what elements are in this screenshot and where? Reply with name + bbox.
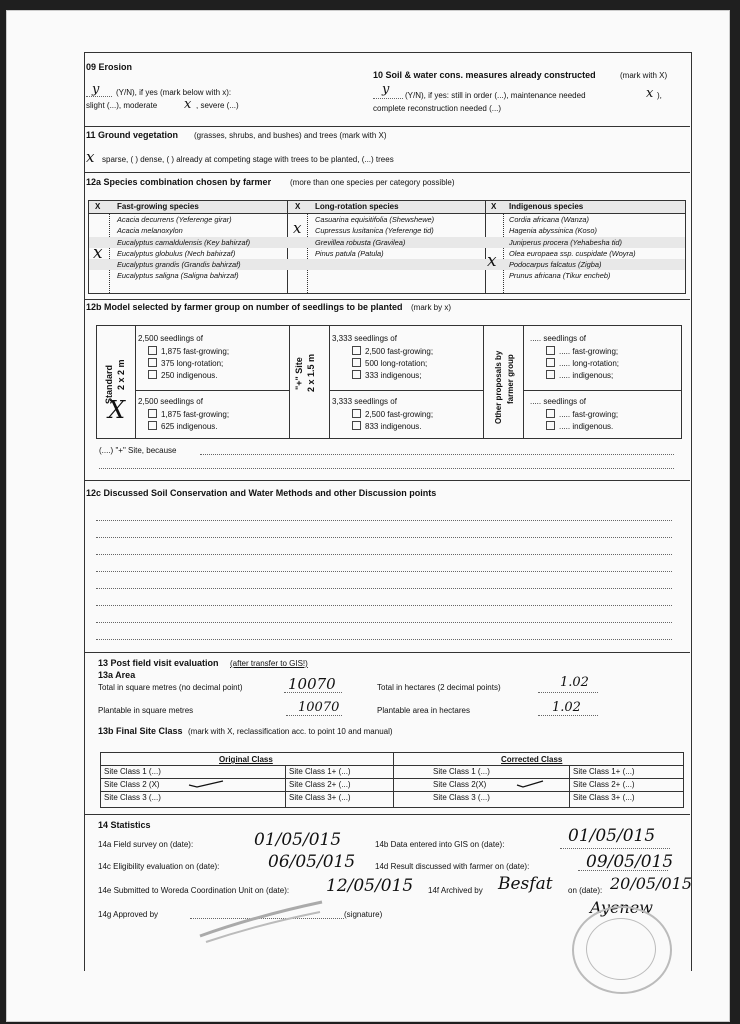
- erosion-moderate-mark: x: [184, 97, 192, 112]
- soil-water-line1: (Y/N), if yes: still in order (...), maintenance needed: [405, 91, 586, 100]
- gis-entry-date: 01/05/015: [568, 826, 656, 846]
- checkbox[interactable]: [546, 370, 555, 379]
- standard-size: 2 x 2 m: [116, 359, 126, 390]
- site-class-table: Original Class Corrected Class Site Class 1 (...) Site Class 1+ (...) Site Class 2 (X) Site Class 2+ (...) Site Class 3 (...) Site Class 3+ (...) Site Class 1 (...) Site Class 1+ (...) Site Class 2(X) Site Class 2+ (...) Site Class 3 (...) Site Class 3+ (...): [100, 752, 684, 808]
- total-ha-value: 1.02: [560, 675, 589, 690]
- discussion-title: 12c Discussed Soil Conservation and Water Methods and other Discussion points: [86, 488, 437, 498]
- archived-date-label: on (date):: [568, 886, 603, 895]
- checkbox[interactable]: [352, 421, 361, 430]
- eligibility-date: 06/05/015: [268, 852, 356, 872]
- signature-label: (signature): [344, 910, 383, 919]
- plantable-ha-label: Plantable area in hectares: [377, 706, 470, 715]
- fast-species-1: Acacia decurrens (Yeferenge girar): [117, 215, 232, 224]
- approved-label: 14g Approved by: [98, 910, 159, 919]
- submitted-date: 12/05/015: [326, 876, 414, 896]
- ground-veg-title-tail: (grasses, shrubs, and bushes) and trees (mark with X): [194, 131, 387, 140]
- indig-species-6: Prunus africana (Tikur encheb): [509, 271, 611, 280]
- species-title-tail: (more than one species per category possible): [290, 178, 455, 187]
- archived-by-signature: Besfat: [498, 874, 553, 894]
- archived-label: 14f Archived by: [428, 886, 483, 895]
- standard-mark: X: [108, 396, 126, 424]
- checkbox[interactable]: [148, 421, 157, 430]
- field-survey-label: 14a Field survey on (date):: [98, 840, 194, 849]
- fast-growing-header: Fast-growing species: [117, 202, 199, 211]
- result-discussed-label: 14d Result discussed with farmer on (date):: [375, 862, 530, 871]
- woreda-stamp: [196, 896, 326, 946]
- indig-species-1: Cordia africana (Wanza): [509, 215, 589, 224]
- maintenance-mark: x: [646, 86, 654, 101]
- original-class-header: Original Class: [219, 755, 273, 764]
- checkbox[interactable]: [148, 370, 157, 379]
- erosion-line2b: , severe (...): [196, 101, 239, 110]
- soil-water-answer: y: [382, 82, 390, 97]
- checkbox[interactable]: [352, 370, 361, 379]
- standard-label: Standard: [104, 364, 114, 404]
- plus-site-because: (....) "+" Site, because: [99, 446, 177, 455]
- field-survey-date: 01/05/015: [254, 830, 342, 850]
- fast-species-4: Eucalyptus globulus (Nech bahirzaf): [117, 249, 236, 258]
- ground-veg-title: 11 Ground vegetation: [86, 130, 179, 140]
- model-title: 12b Model selected by farmer group on number of seedlings to be planted: [86, 302, 403, 312]
- final-class-tail: (mark with X, reclassification acc. to point 10 and manual): [188, 727, 393, 736]
- other-proposals-label: Other proposals by: [494, 350, 503, 424]
- total-m2-label: Total in square metres (no decimal point): [98, 683, 243, 692]
- total-m2-value: 10070: [288, 675, 336, 693]
- indig-species-5: Podocarpus falcatus (Zigba): [509, 260, 602, 269]
- corrected-class-header: Corrected Class: [501, 755, 563, 764]
- approver-signature: Ayenew: [590, 898, 653, 917]
- sparse-mark: x: [86, 148, 95, 166]
- fast-species-3: Eucalyptus camaldulensis (Key bahirzaf): [117, 238, 251, 247]
- post-visit-title-tail: (after transfer to GIS!): [230, 659, 308, 668]
- checkbox[interactable]: [352, 346, 361, 355]
- result-discussed-date: 09/05/015: [586, 852, 674, 872]
- indig-species-2: Hagenia abyssinica (Koso): [509, 226, 597, 235]
- soil-water-title: 10 Soil & water cons. measures already constructed: [373, 70, 596, 80]
- official-stamp-inner: [586, 918, 656, 980]
- erosion-title: 09 Erosion: [86, 62, 133, 72]
- fast-species-5: Eucalyptus grandis (Grandis bahirzaf): [117, 260, 241, 269]
- checkbox[interactable]: [546, 421, 555, 430]
- fast-species-2: Acacia melanoxylon: [117, 226, 183, 235]
- ground-veg-line: sparse, ( ) dense, ( ) already at competing stage with trees to be planted, (...) trees: [102, 155, 394, 164]
- soil-water-line1-tail: ),: [657, 91, 662, 100]
- eligibility-label: 14c Eligibility evaluation on (date):: [98, 862, 220, 871]
- post-visit-title: 13 Post field visit evaluation: [98, 658, 219, 668]
- checkbox[interactable]: [148, 358, 157, 367]
- erosion-line1: (Y/N), if yes (mark below with x):: [116, 88, 232, 97]
- indig-species-mark: x: [487, 251, 497, 271]
- plantable-m2-value: 10070: [298, 700, 340, 715]
- long-species-1: Casuarina equisitifolia (Shewshewe): [315, 215, 435, 224]
- corrected-class2-check-mark: [515, 779, 545, 789]
- final-class-title: 13b Final Site Class: [98, 726, 183, 736]
- long-species-2: Cupressus lusitanica (Yeferenge tid): [315, 226, 434, 235]
- fast-species-6: Eucalyptus saligna (Saligna bahirzaf): [117, 271, 239, 280]
- plantable-ha-value: 1.02: [552, 700, 581, 715]
- statistics-title: 14 Statistics: [98, 820, 151, 830]
- archived-date: 20/05/015: [610, 874, 693, 893]
- erosion-line2a: slight (...), moderate: [86, 101, 158, 110]
- erosion-answer: y: [92, 82, 100, 97]
- plus-site-size: 2 x 1.5 m: [306, 353, 316, 392]
- total-ha-label: Total in hectares (2 decimal points): [377, 683, 501, 692]
- area-title: 13a Area: [98, 670, 136, 680]
- plantable-m2-label: Plantable in square metres: [98, 706, 194, 715]
- long-species-4: Pinus patula (Patula): [315, 249, 384, 258]
- fast-species-mark: x: [93, 243, 103, 263]
- species-table: X Fast-growing species X Long-rotation species X Indigenous species Acacia decurrens (Yeferenge girar) Acacia melanoxylon Eucalyptus camaldulensis (Key bahirzaf) Eucalyptus globulus (Nech bahirzaf) Eucalyptus grandis (Grandis bahirzaf) Eucalyptus saligna (Saligna bahirzaf) Casuarina equisitifolia (Shewshewe) Cupressus lusitanica (Yeferenge tid) Grevillea robusta (Gravilea) Pinus patula (Patula) Cordia africana (Wanza) Hagenia abyssinica (Koso) Juniperus procera (Yehabesha tid) Olea europaea ssp. cuspidate (Woyra) Podocarpus falcatus (Zigba) Prunus africana (Tikur encheb) x x x: [88, 200, 686, 294]
- soil-water-title-tail: (mark with X): [620, 71, 668, 80]
- plus-site-label: "+" Site: [294, 357, 304, 390]
- submitted-label: 14e Submitted to Woreda Coordination Unit on (date):: [98, 886, 290, 895]
- checkbox[interactable]: [352, 358, 361, 367]
- model-title-tail: (mark by x): [411, 303, 451, 312]
- species-title: 12a Species combination chosen by farmer: [86, 177, 272, 187]
- indig-species-4: Olea europaea ssp. cuspidate (Woyra): [509, 249, 636, 258]
- checkbox[interactable]: [546, 409, 555, 418]
- checkbox[interactable]: [546, 358, 555, 367]
- other-proposals-label2: farmer group: [506, 354, 515, 404]
- long-species-mark: x: [293, 219, 302, 237]
- class2-check-mark: [187, 779, 227, 789]
- gis-entry-label: 14b Data entered into GIS on (date):: [375, 840, 505, 849]
- checkbox[interactable]: [546, 346, 555, 355]
- long-species-3: Grevillea robusta (Gravilea): [315, 238, 406, 247]
- soil-water-line2: complete reconstruction needed (...): [373, 104, 502, 113]
- checkbox[interactable]: [352, 409, 361, 418]
- checkbox[interactable]: [148, 409, 157, 418]
- checkbox[interactable]: [148, 346, 157, 355]
- long-rotation-header: Long-rotation species: [315, 202, 399, 211]
- indigenous-header: Indigenous species: [509, 202, 584, 211]
- indig-species-3: Juniperus procera (Yehabesha tid): [509, 238, 622, 247]
